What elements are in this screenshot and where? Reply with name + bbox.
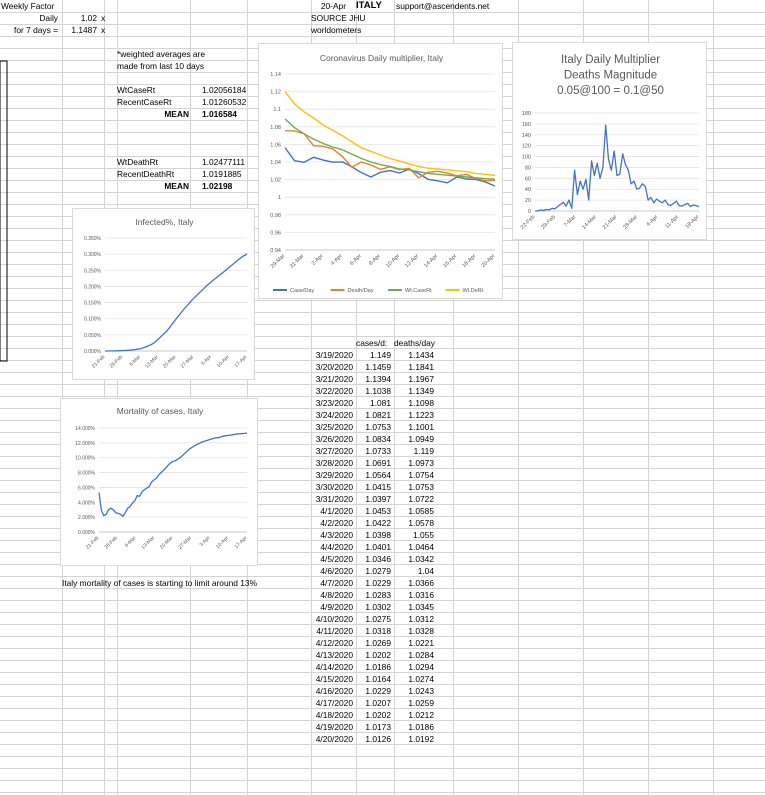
table-value-cell: 1.0126 (365, 734, 391, 744)
y-tick-label: 0.000% (78, 530, 95, 536)
table-value-cell: 1.0221 (408, 638, 434, 648)
header-date: 20-Apr (320, 1, 346, 11)
x-tick-label: 28-Feb (108, 354, 125, 370)
x-tick-label: 4-Apr (645, 214, 660, 228)
daily-label: Daily (39, 13, 58, 23)
x-tick-label: 6-Mar (128, 354, 142, 368)
y-tick-label: 0.96 (270, 230, 281, 237)
x-tick-label: 29-Feb (540, 214, 557, 231)
table-date-cell: 4/1/2020 (320, 506, 353, 516)
x-tick-label: 22-Feb (519, 214, 537, 231)
table-value-cell: 1.0279 (365, 566, 391, 576)
week-label: for 7 days = (14, 25, 58, 35)
table-value-cell: 1.04 (417, 566, 434, 576)
table-value-cell: 1.0401 (365, 542, 391, 552)
y-tick-label: 4.000% (78, 500, 95, 507)
source-worldometers: worldometers (311, 25, 362, 35)
table-header: deaths/day (394, 338, 435, 348)
series-line-0 (535, 125, 699, 211)
table-value-cell: 1.0422 (365, 518, 391, 528)
x-tick-label: 29-Mar (269, 253, 287, 270)
mortality-chart-group (75, 406, 248, 551)
chart-title: Italy Daily Multiplier (560, 54, 661, 66)
series-line-3 (285, 92, 495, 176)
table-value-cell: 1.0415 (365, 482, 391, 492)
x-tick-label: 10-Apr (385, 253, 401, 270)
table-value-cell: 1.1223 (408, 410, 434, 420)
y-tick-label: 120 (521, 143, 531, 150)
multiplier-chart-group (270, 53, 497, 294)
x-tick-label: 10-Apr (215, 535, 230, 551)
y-tick-label: 100 (521, 154, 531, 161)
table-value-cell: 1.0578 (408, 518, 434, 528)
x-tick-label: 6-Apr (349, 253, 363, 267)
table-date-cell: 4/16/2020 (315, 686, 353, 696)
infected-chart-group (84, 217, 249, 370)
table-value-cell: 1.0342 (408, 554, 434, 564)
note-line-1: *weighted averages are (117, 49, 205, 59)
table-value-cell: 1.0564 (365, 470, 391, 480)
y-tick-label: 6.000% (78, 485, 95, 492)
table-value-cell: 1.0283 (365, 590, 391, 600)
table-date-cell: 3/30/2020 (315, 482, 353, 492)
chart-title: Coronavirus Daily multiplier, Italy (319, 53, 444, 63)
x-tick-label: 11-Apr (664, 214, 680, 230)
table-value-cell: 1.0754 (408, 470, 434, 480)
x-tick-label: 13-Mar (144, 354, 160, 370)
table-value-cell: 1.1459 (365, 362, 391, 372)
table-value-cell: 1.0585 (408, 506, 434, 516)
table-value-cell: 1.0186 (365, 662, 391, 672)
table-value-cell: 1.149 (370, 350, 391, 360)
y-tick-label: 0.100% (84, 316, 101, 323)
series-line-0 (99, 433, 247, 516)
header-email: support@ascendents.net (396, 1, 490, 11)
infected-chart[interactable] (72, 208, 255, 380)
table-value-cell: 1.0691 (365, 458, 391, 468)
y-tick-label: 160 (521, 121, 531, 128)
y-tick-label: 8.000% (78, 470, 95, 477)
y-tick-label: 0.300% (84, 252, 101, 259)
table-date-cell: 4/14/2020 (315, 662, 353, 672)
table-date-cell: 4/3/2020 (320, 530, 353, 540)
table-date-cell: 4/8/2020 (320, 590, 353, 600)
table-date-cell: 3/27/2020 (315, 446, 353, 456)
series-line-1 (285, 131, 495, 181)
table-date-cell: 3/20/2020 (315, 362, 353, 372)
y-tick-label: 10.000% (75, 455, 95, 462)
rate-label: RecentCaseRt (117, 97, 172, 107)
table-value-cell: 1.1349 (408, 386, 434, 396)
y-tick-label: 2.000% (78, 515, 95, 522)
chart-subtitle: 0.05@100 = 0.1@50 (557, 85, 664, 97)
table-value-cell: 1.081 (370, 398, 391, 408)
table-value-cell: 1.0202 (365, 710, 391, 720)
x-tick-label: 17-Apr (233, 354, 249, 370)
table-date-cell: 3/24/2020 (315, 410, 353, 420)
x-tick-label: 14-Apr (423, 253, 440, 270)
rate-label: MEAN (164, 109, 189, 119)
rate-label: WtCaseRt (117, 85, 156, 95)
table-value-cell: 1.0397 (365, 494, 391, 504)
x-tick-label: 20-Mar (161, 354, 178, 370)
x-tick-label: 17-Apr (233, 535, 249, 551)
table-value-cell: 1.0453 (365, 506, 391, 516)
table-value-cell: 1.0202 (365, 650, 391, 660)
y-tick-label: 0.050% (84, 332, 101, 339)
x-tick-label: 28-Mar (622, 214, 639, 231)
mortality-chart[interactable] (60, 398, 258, 566)
x-tick-label: 20-Mar (158, 535, 175, 551)
y-tick-label: 20 (524, 198, 531, 205)
multiplier-chart[interactable] (258, 43, 503, 299)
table-date-cell: 4/7/2020 (320, 578, 353, 588)
table-date-cell: 4/18/2020 (315, 710, 353, 720)
table-date-cell: 4/5/2020 (320, 554, 353, 564)
x-tick-label: 14-Mar (581, 214, 598, 231)
y-tick-label: 1 (277, 195, 281, 202)
table-value-cell: 1.0192 (408, 734, 434, 744)
table-date-cell: 4/9/2020 (320, 602, 353, 612)
source-jhu: SOURCE JHU (311, 13, 366, 23)
y-tick-label: 0 (527, 209, 531, 215)
week-value: 1.1487 (71, 25, 97, 35)
x-tick-label: 3-Apr (198, 535, 212, 549)
week-unit: x (101, 25, 106, 35)
table-value-cell: 1.0284 (408, 650, 434, 660)
table-value-cell: 1.1841 (408, 362, 434, 372)
daily-unit: x (101, 13, 106, 23)
table-value-cell: 1.0464 (408, 542, 434, 552)
x-tick-label: 28-Feb (103, 535, 119, 551)
table-value-cell: 1.0753 (365, 422, 391, 432)
magnitude-chart-group (520, 54, 701, 231)
table-value-cell: 1.0294 (408, 662, 434, 672)
x-tick-label: 18-Apr (461, 253, 478, 270)
y-tick-label: 40 (524, 187, 531, 194)
table-value-cell: 1.0302 (365, 602, 391, 612)
table-value-cell: 1.0207 (365, 698, 391, 708)
table-value-cell: 1.0345 (408, 602, 434, 612)
mortality-note: Italy mortality of cases is starting to limit around 13% (62, 578, 258, 588)
table-value-cell: 1.1038 (365, 386, 391, 396)
table-date-cell: 4/20/2020 (315, 734, 353, 744)
rate-value: 1.02056184 (202, 85, 247, 95)
frozen-border (0, 61, 7, 361)
rate-value: 1.01260532 (202, 97, 247, 107)
table-value-cell: 1.0722 (408, 494, 434, 504)
rate-label: RecentDeathRt (117, 169, 175, 179)
rate-value: 1.0191885 (202, 169, 242, 179)
y-tick-label: 0.150% (84, 300, 101, 307)
table-value-cell: 1.119 (413, 446, 434, 456)
table-value-cell: 1.0366 (408, 578, 434, 588)
x-tick-label: 4-Apr (329, 253, 344, 267)
rate-label: WtDeathRt (117, 157, 158, 167)
x-tick-label: 6-Mar (123, 535, 138, 549)
table-value-cell: 1.1001 (408, 422, 434, 432)
x-tick-label: 16-Apr (442, 253, 459, 270)
y-tick-label: 0.250% (84, 268, 101, 275)
table-date-cell: 4/13/2020 (315, 650, 353, 660)
y-tick-label: 1.08 (270, 124, 281, 131)
y-tick-label: 0.94 (270, 248, 281, 254)
table-date-cell: 3/25/2020 (315, 422, 353, 432)
legend-label: Wt.DeRt (462, 288, 484, 294)
table-value-cell: 1.0328 (408, 626, 434, 636)
table-value-cell: 1.0229 (365, 686, 391, 696)
table-date-cell: 4/11/2020 (316, 626, 353, 636)
x-tick-label: 21-Feb (90, 354, 107, 370)
table-value-cell: 1.0212 (408, 710, 434, 720)
legend-label: Wt.CaseRt (405, 288, 432, 294)
table-value-cell: 1.0821 (365, 410, 391, 420)
table-date-cell: 3/19/2020 (315, 350, 353, 360)
table-value-cell: 1.0269 (365, 638, 391, 648)
y-tick-label: 1.14 (270, 72, 281, 78)
table-date-cell: 4/2/2020 (320, 518, 353, 528)
x-tick-label: 8-Apr (368, 253, 382, 267)
y-tick-label: 80 (524, 165, 531, 172)
rate-label: MEAN (164, 181, 189, 191)
table-value-cell: 1.0259 (408, 698, 434, 708)
table-date-cell: 4/15/2020 (315, 674, 353, 684)
table-date-cell: 4/6/2020 (320, 566, 353, 576)
y-tick-label: 0.98 (270, 212, 281, 219)
y-tick-label: 1.06 (270, 142, 281, 149)
table-value-cell: 1.0834 (365, 434, 391, 444)
table-header: cases/d: (356, 338, 388, 348)
rate-value: 1.02198 (202, 181, 233, 191)
chart-title: Infected%, Italy (135, 217, 194, 227)
table-date-cell: 3/21/2020 (315, 374, 353, 384)
y-tick-label: 0.000% (84, 349, 101, 355)
table-date-cell: 3/31/2020 (315, 494, 353, 504)
y-tick-label: 1.04 (270, 160, 281, 166)
y-tick-label: 14.000% (75, 426, 95, 432)
y-tick-label: 180 (521, 111, 531, 117)
rate-value: 1.02477111 (202, 157, 246, 167)
table-value-cell: 1.0733 (365, 446, 391, 456)
header-country: ITALY (356, 0, 382, 11)
table-value-cell: 1.0312 (408, 614, 434, 624)
x-tick-label: 13-Mar (140, 535, 156, 551)
x-tick-label: 2-Apr (310, 253, 325, 267)
table-value-cell: 1.0275 (365, 614, 391, 624)
x-tick-label: 18-Apr (684, 214, 701, 231)
chart-subtitle: Deaths Magnitude (563, 69, 658, 82)
table-date-cell: 3/23/2020 (315, 398, 353, 408)
y-tick-label: 1.02 (270, 177, 281, 184)
weekly-factor-label: Weekly Factor (1, 1, 55, 11)
legend-label: Case/Day (290, 288, 315, 294)
table-date-cell: 3/28/2020 (315, 458, 353, 468)
table-date-cell: 4/17/2020 (315, 698, 353, 708)
daily-value: 1.02 (80, 13, 97, 23)
note-line-2: made from last 10 days (117, 61, 205, 71)
table-date-cell: 3/26/2020 (315, 434, 353, 444)
y-tick-label: 60 (524, 176, 531, 183)
legend-label: Death/Day (347, 288, 374, 294)
table-value-cell: 1.1434 (408, 350, 434, 360)
y-tick-label: 140 (521, 132, 531, 139)
x-tick-label: 27-Mar (179, 354, 196, 370)
chart-title: Mortality of cases, Italy (116, 406, 204, 416)
table-value-cell: 1.1967 (408, 374, 434, 384)
y-tick-label: 0.350% (84, 236, 101, 242)
table-date-cell: 4/19/2020 (315, 722, 353, 732)
table-value-cell: 1.0973 (408, 458, 434, 468)
x-tick-label: 21-Mar (601, 214, 619, 231)
table-value-cell: 1.0318 (365, 626, 391, 636)
x-tick-label: 31-Mar (288, 253, 306, 270)
table-value-cell: 1.1394 (365, 374, 391, 384)
table-value-cell: 1.0316 (408, 590, 434, 600)
table-value-cell: 1.055 (413, 530, 434, 540)
rate-value: 1.016584 (202, 109, 237, 119)
table-value-cell: 1.0173 (365, 722, 391, 732)
table-date-cell: 3/22/2020 (315, 386, 353, 396)
table-value-cell: 1.1098 (408, 398, 434, 408)
table-value-cell: 1.0274 (408, 674, 434, 684)
x-tick-label: 20-Apr (480, 253, 497, 270)
x-tick-label: 10-Apr (215, 354, 231, 370)
magnitude-chart[interactable] (512, 42, 707, 240)
x-tick-label: 3-Apr (200, 354, 213, 368)
y-tick-label: 1.12 (270, 89, 281, 96)
x-tick-label: 12-Apr (404, 253, 421, 270)
y-tick-label: 12.000% (75, 440, 95, 447)
x-tick-label: 7-Mar (563, 214, 578, 229)
table-value-cell: 1.0398 (365, 530, 391, 540)
table-date-cell: 4/4/2020 (320, 542, 353, 552)
x-tick-label: 27-Mar (177, 535, 193, 551)
y-tick-label: 0.200% (84, 284, 101, 291)
table-value-cell: 1.0753 (408, 482, 434, 492)
y-tick-label: 1.1 (273, 107, 281, 114)
table-value-cell: 1.0229 (365, 578, 391, 588)
table-date-cell: 3/29/2020 (315, 470, 353, 480)
table-date-cell: 4/10/2020 (315, 614, 353, 624)
table-value-cell: 1.0346 (365, 554, 391, 564)
table-value-cell: 1.0949 (408, 434, 434, 444)
x-tick-label: 21-Feb (84, 535, 101, 551)
table-value-cell: 1.0243 (408, 686, 434, 696)
table-value-cell: 1.0164 (365, 674, 391, 684)
table-date-cell: 4/12/2020 (315, 638, 353, 648)
table-value-cell: 1.0186 (408, 722, 434, 732)
